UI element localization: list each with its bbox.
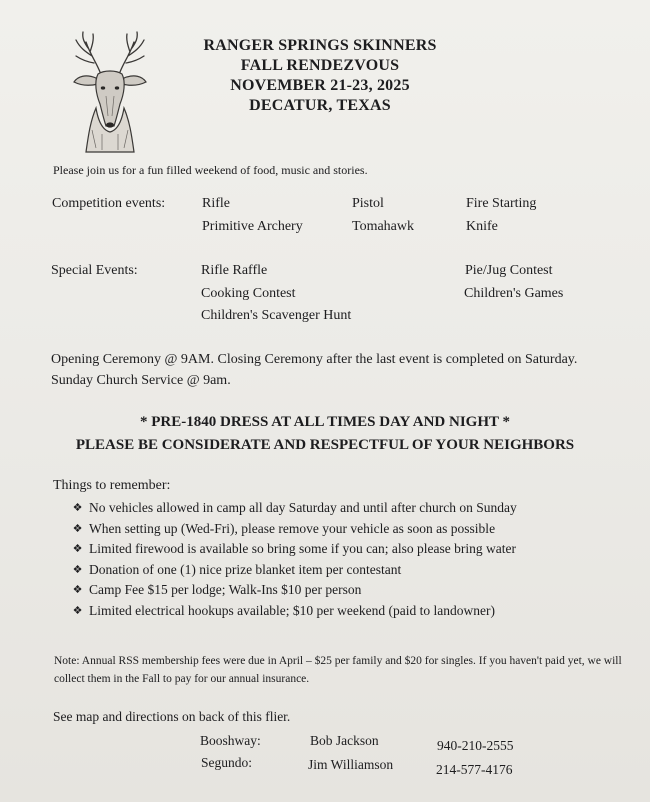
event-dates: NOVEMBER 21-23, 2025: [230, 77, 410, 94]
contact-name: Bob Jackson: [310, 733, 379, 748]
special-event: Children's Games: [464, 286, 564, 301]
list-item: [72, 519, 632, 540]
contact-phone: 940-210-2555: [437, 738, 514, 753]
special-event: Rifle Raffle: [201, 263, 268, 278]
things-to-remember-title: Things to remember:: [53, 478, 171, 493]
list-item-text: Camp Fee $15 per lodge; Walk-Ins $10 per person: [89, 582, 362, 597]
courtesy-notice: PLEASE BE CONSIDERATE AND RESPECTFUL OF YOUR NEIGHBORS: [75, 437, 575, 453]
intro-text: Please join us for a fun filled weekend of food, music and stories.: [53, 163, 368, 177]
diamond-bullet-icon: ❖: [72, 502, 83, 514]
event-location: DECATUR, TEXAS: [249, 97, 391, 114]
club-name: RANGER SPRINGS SKINNERS: [203, 37, 437, 54]
list-item: [72, 539, 632, 560]
contact-name: Jim Williamson: [308, 757, 394, 772]
see-map-text: See map and directions on back of this flier.: [53, 709, 291, 724]
list-item-text: Donation of one (1) nice prize blanket item per contestant: [89, 561, 402, 577]
diamond-bullet-icon: ❖: [72, 522, 83, 535]
diamond-bullet-icon: ❖: [72, 563, 83, 576]
dress-code-notice: * PRE-1840 DRESS AT ALL TIMES DAY AND NIGHT *: [140, 414, 510, 430]
list-item-text: When setting up (Wed-Fri), please remove your vehicle as soon as possible: [89, 520, 496, 536]
special-events-label: Special Events:: [51, 263, 138, 278]
special-event: Pie/Jug Contest: [465, 263, 553, 278]
competition-event: Fire Starting: [466, 196, 537, 211]
special-event: Children's Scavenger Hunt: [201, 308, 352, 323]
competition-event: Primitive Archery: [202, 219, 303, 234]
diamond-bullet-icon: ❖: [72, 604, 83, 617]
contact-phone: 214-577-4176: [436, 762, 513, 777]
list-item: [72, 560, 632, 581]
contact-role: Booshway:: [200, 733, 261, 748]
ceremony-text: Opening Ceremony @ 9AM. Closing Ceremony after the last event is completed on Saturday. Sunday Church Service @ 9am.: [51, 352, 578, 388]
list-item: [72, 580, 632, 601]
things-to-remember-list: [72, 498, 632, 621]
diamond-bullet-icon: ❖: [72, 543, 83, 555]
competition-event: Rifle: [202, 196, 230, 211]
diamond-bullet-icon: ❖: [72, 584, 83, 596]
competition-event: Pistol: [352, 196, 384, 211]
list-item: [72, 601, 632, 622]
contact-role: Segundo:: [201, 755, 253, 770]
special-event: Cooking Contest: [201, 286, 296, 301]
event-name: FALL RENDEZVOUS: [240, 57, 400, 74]
event-header: [150, 36, 490, 116]
list-item-text: No vehicles allowed in camp all day Saturday and until after church on Sunday: [89, 500, 517, 515]
competition-label: Competition events:: [52, 196, 166, 211]
list-item-text: Limited electrical hookups available; $10 per weekend (paid to landowner): [89, 602, 495, 618]
list-item: [72, 498, 632, 519]
competition-event: Knife: [466, 219, 498, 234]
list-item-text: Limited firewood is available so bring some if you can; also please bring water: [89, 541, 517, 556]
competition-event: Tomahawk: [352, 219, 415, 234]
membership-note: Note: Annual RSS membership fees were due in April – $25 per family and $20 for singles. If you haven't paid yet, we will collect them in the Fall to pay for our annual insurance.: [54, 655, 622, 685]
deer-head-icon: [66, 30, 154, 154]
